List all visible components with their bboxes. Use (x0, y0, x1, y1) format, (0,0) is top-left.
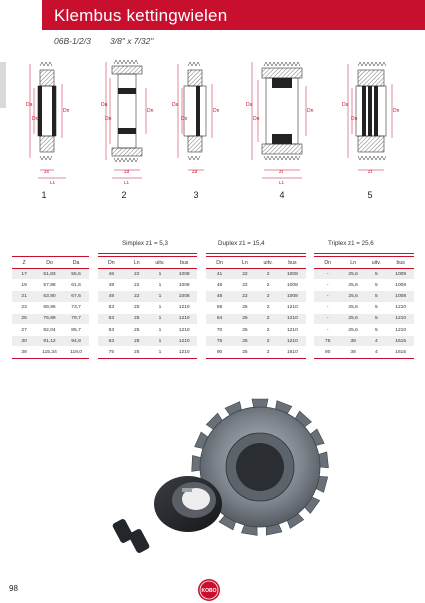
table-cell: 1210 (279, 336, 306, 347)
table-cell: 1 (149, 302, 171, 313)
table-cell: 25 (233, 324, 257, 335)
table-cell: 1210 (387, 324, 414, 335)
table-cell: 17 (12, 269, 36, 280)
table-cell: 61,6 (63, 280, 90, 291)
table-cell: 63 (98, 302, 125, 313)
table-cell: 57,88 (36, 280, 63, 291)
table-cell: 2 (257, 280, 279, 291)
table-cell: 1210 (171, 336, 198, 347)
svg-text:Dn: Dn (393, 108, 400, 114)
table-cell: 1210 (279, 313, 306, 324)
duplex-header-ln: Ln (233, 257, 257, 269)
chain-dimension: 3/8" x 7/32" (110, 36, 154, 46)
table-cell: 38 (12, 347, 36, 358)
table-cell: 1210 (387, 302, 414, 313)
group-separator-line (206, 253, 305, 254)
table-cell: 25 (233, 302, 257, 313)
svg-text:Dn: Dn (213, 108, 220, 114)
table-cell: 64 (206, 313, 233, 324)
svg-text:Do: Do (253, 116, 260, 122)
table-cell: 23 (12, 302, 36, 313)
title-banner (42, 0, 425, 30)
simplex-header-dn: Dn (98, 257, 125, 269)
type-number-3: 3 (193, 190, 199, 200)
svg-text:Zt: Zt (368, 169, 372, 174)
simplex-heading: Simplex z1 = 5,3 (122, 240, 168, 247)
table-cell: 1 (149, 291, 171, 302)
svg-text:L1: L1 (50, 180, 56, 185)
table-row (12, 280, 414, 291)
drawing-type-3 (172, 62, 220, 174)
duplex-header-dn: Dn (206, 257, 233, 269)
table-cell: 1 (149, 280, 171, 291)
table-cell: 25 (125, 324, 149, 335)
table-cell: 75 (98, 347, 125, 358)
svg-text:Da: Da (101, 102, 108, 108)
table-cell: 25,6 (341, 291, 365, 302)
kobo-logo-icon (198, 579, 220, 601)
table-cell: - (314, 302, 341, 313)
table-cell: 1210 (171, 313, 198, 324)
svg-text:Dn: Dn (147, 108, 154, 114)
table-cell: 91,12 (36, 336, 63, 347)
table-cell: 41 (206, 269, 233, 280)
table-row (12, 336, 414, 347)
table-cell: 1008 (171, 291, 198, 302)
triplex-header-dn: Dn (314, 257, 341, 269)
table-cell: 69,95 (36, 302, 63, 313)
duplex-header-uitv: uitv. (257, 257, 279, 269)
table-cell: 58 (206, 302, 233, 313)
table-cell: 67,6 (63, 291, 90, 302)
table-cell: 2 (257, 291, 279, 302)
svg-text:L1: L1 (124, 180, 130, 185)
svg-text:Da: Da (342, 102, 349, 108)
table-cell: 1008 (171, 269, 198, 280)
table-cell: 1615 (387, 347, 414, 358)
table-cell: 1210 (387, 313, 414, 324)
svg-text:Zd: Zd (124, 169, 130, 174)
table-cell: 38 (341, 347, 365, 358)
table-cell: 25,6 (341, 269, 365, 280)
table-cell: 4 (365, 336, 387, 347)
table-cell: 94,9 (63, 336, 90, 347)
table-cell: 25,6 (341, 280, 365, 291)
table-cell: 19 (12, 280, 36, 291)
product-image (110, 392, 350, 562)
table-cell: 1 (149, 324, 171, 335)
table-cell: 55,5 (63, 269, 90, 280)
table-cell: 1210 (279, 324, 306, 335)
table-cell: 63 (98, 336, 125, 347)
table-cell: 25 (12, 313, 36, 324)
table-cell: 2 (257, 313, 279, 324)
table-cell: 25,6 (341, 324, 365, 335)
col-header-da: Da (63, 257, 90, 269)
table-header-row (12, 257, 414, 269)
group-separator-line (314, 253, 414, 254)
svg-text:Zs: Zs (44, 169, 49, 174)
svg-text:Da: Da (172, 102, 179, 108)
table-cell: 22 (125, 291, 149, 302)
svg-text:Do: Do (181, 116, 188, 122)
svg-text:Da: Da (26, 102, 33, 108)
spec-table (12, 256, 414, 359)
svg-text:Dn: Dn (63, 108, 70, 114)
table-cell: 25 (125, 313, 149, 324)
table-cell: 75 (206, 336, 233, 347)
table-cell: - (314, 280, 341, 291)
table-cell: 1210 (171, 302, 198, 313)
triplex-heading: Triplex z1 = 25,6 (328, 240, 374, 247)
page-number: 98 (9, 584, 18, 593)
table-cell: 1210 (171, 324, 198, 335)
table-cell: 70 (206, 324, 233, 335)
svg-text:Zd: Zd (192, 169, 198, 174)
table-row (12, 313, 414, 324)
table-cell: 25 (233, 347, 257, 358)
table-cell: 25 (125, 336, 149, 347)
table-cell: 25 (125, 347, 149, 358)
table-cell: 25,6 (341, 313, 365, 324)
triplex-header-ln: Ln (341, 257, 365, 269)
svg-text:Do: Do (105, 116, 112, 122)
table-cell: 27 (12, 324, 36, 335)
type-number-4: 4 (279, 190, 285, 200)
table-cell: 48 (98, 291, 125, 302)
svg-text:Do: Do (32, 116, 39, 122)
drawing-type-2 (101, 60, 154, 185)
table-cell: - (314, 324, 341, 335)
table-cell: 75 (314, 336, 341, 347)
table-cell: 90 (314, 347, 341, 358)
sprocket-render-svg (110, 392, 350, 562)
table-cell: 1610 (279, 347, 306, 358)
table-cell: 22 (233, 280, 257, 291)
table-cell: 30 (12, 336, 36, 347)
table-cell: 63,90 (36, 291, 63, 302)
table-cell: - (314, 269, 341, 280)
table-cell: 63 (98, 324, 125, 335)
table-cell: 2 (257, 302, 279, 313)
table-cell: 1008 (279, 291, 306, 302)
table-cell: 85,7 (63, 324, 90, 335)
table-cell: 1008 (387, 280, 414, 291)
table-cell: - (314, 313, 341, 324)
type-number-5: 5 (367, 190, 373, 200)
table-cell: 22 (233, 291, 257, 302)
table-row (12, 269, 414, 280)
duplex-heading: Duplex z1 = 15,4 (218, 240, 265, 247)
table-cell: 1008 (279, 280, 306, 291)
table-cell: 119,0 (63, 347, 90, 358)
drawing-type-5 (342, 62, 400, 174)
simplex-header-ln: Ln (125, 257, 149, 269)
table-cell: 5 (365, 291, 387, 302)
table-cell: 4 (365, 347, 387, 358)
table-cell: 2 (257, 347, 279, 358)
table-cell: 1 (149, 347, 171, 358)
spec-table-body (12, 269, 414, 359)
col-header-do: Do (36, 257, 63, 269)
table-cell: 5 (365, 324, 387, 335)
table-cell: 1615 (387, 336, 414, 347)
table-cell: 5 (365, 280, 387, 291)
table-cell: 46 (98, 269, 125, 280)
table-cell: 22 (125, 269, 149, 280)
drawing-type-1 (26, 62, 70, 185)
type-number-2: 2 (121, 190, 127, 200)
table-cell: 1 (149, 313, 171, 324)
duplex-header-bus: bus (279, 257, 306, 269)
table-cell: 48 (98, 280, 125, 291)
table-cell: 25 (125, 302, 149, 313)
table-cell: 22 (125, 280, 149, 291)
svg-text:Dn: Dn (307, 108, 314, 114)
technical-drawings (0, 58, 425, 198)
table-cell: 25,6 (341, 302, 365, 313)
table-row (12, 302, 414, 313)
svg-text:KOBO: KOBO (201, 588, 217, 595)
table-cell: 5 (365, 302, 387, 313)
table-cell: - (314, 291, 341, 302)
table-cell: 115,34 (36, 347, 63, 358)
drawing-type-4 (246, 62, 314, 185)
table-cell: 48 (206, 280, 233, 291)
kobo-logo (198, 579, 220, 601)
table-cell: 38 (341, 336, 365, 347)
table-cell: 25 (233, 313, 257, 324)
chain-code: 06B-1/2/3 (54, 36, 91, 46)
triplex-header-uitv: uitv. (365, 257, 387, 269)
table-cell: 1008 (387, 291, 414, 302)
table-cell: 1008 (279, 269, 306, 280)
bolt-icon (112, 518, 151, 554)
table-cell: 22 (233, 269, 257, 280)
svg-text:Zt: Zt (279, 169, 283, 174)
triplex-header-bus: bus (387, 257, 414, 269)
simplex-header-bus: bus (171, 257, 198, 269)
table-row (12, 324, 414, 335)
svg-text:Da: Da (246, 102, 253, 108)
table-cell: 2 (257, 269, 279, 280)
table-cell: 25 (233, 336, 257, 347)
table-cell: 90 (206, 347, 233, 358)
table-cell: 1008 (171, 280, 198, 291)
svg-text:Do: Do (351, 116, 358, 122)
sprocket-drawings-svg (0, 58, 425, 198)
table-cell: 21 (12, 291, 36, 302)
table-cell: 1210 (279, 302, 306, 313)
simplex-header-uitv: uitv. (149, 257, 171, 269)
table-cell: 51,83 (36, 269, 63, 280)
col-header-z: Z (12, 257, 36, 269)
table-row (12, 347, 414, 358)
table-row (12, 291, 414, 302)
table-cell: 82,04 (36, 324, 63, 335)
page-title: Klembus kettingwielen (54, 6, 228, 25)
table-cell: 1 (149, 336, 171, 347)
table-cell: 1210 (171, 347, 198, 358)
table-cell: 5 (365, 313, 387, 324)
table-cell: 2 (257, 324, 279, 335)
table-cell: 5 (365, 269, 387, 280)
table-cell: 79,7 (63, 313, 90, 324)
svg-text:L1: L1 (279, 180, 285, 185)
type-number-1: 1 (41, 190, 47, 200)
table-cell: 73,7 (63, 302, 90, 313)
table-cell: 2 (257, 336, 279, 347)
table-cell: 1 (149, 269, 171, 280)
table-cell: 1008 (387, 269, 414, 280)
table-cell: 75,99 (36, 313, 63, 324)
table-cell: 63 (98, 313, 125, 324)
table-cell: 48 (206, 291, 233, 302)
group-separator-line (98, 253, 197, 254)
